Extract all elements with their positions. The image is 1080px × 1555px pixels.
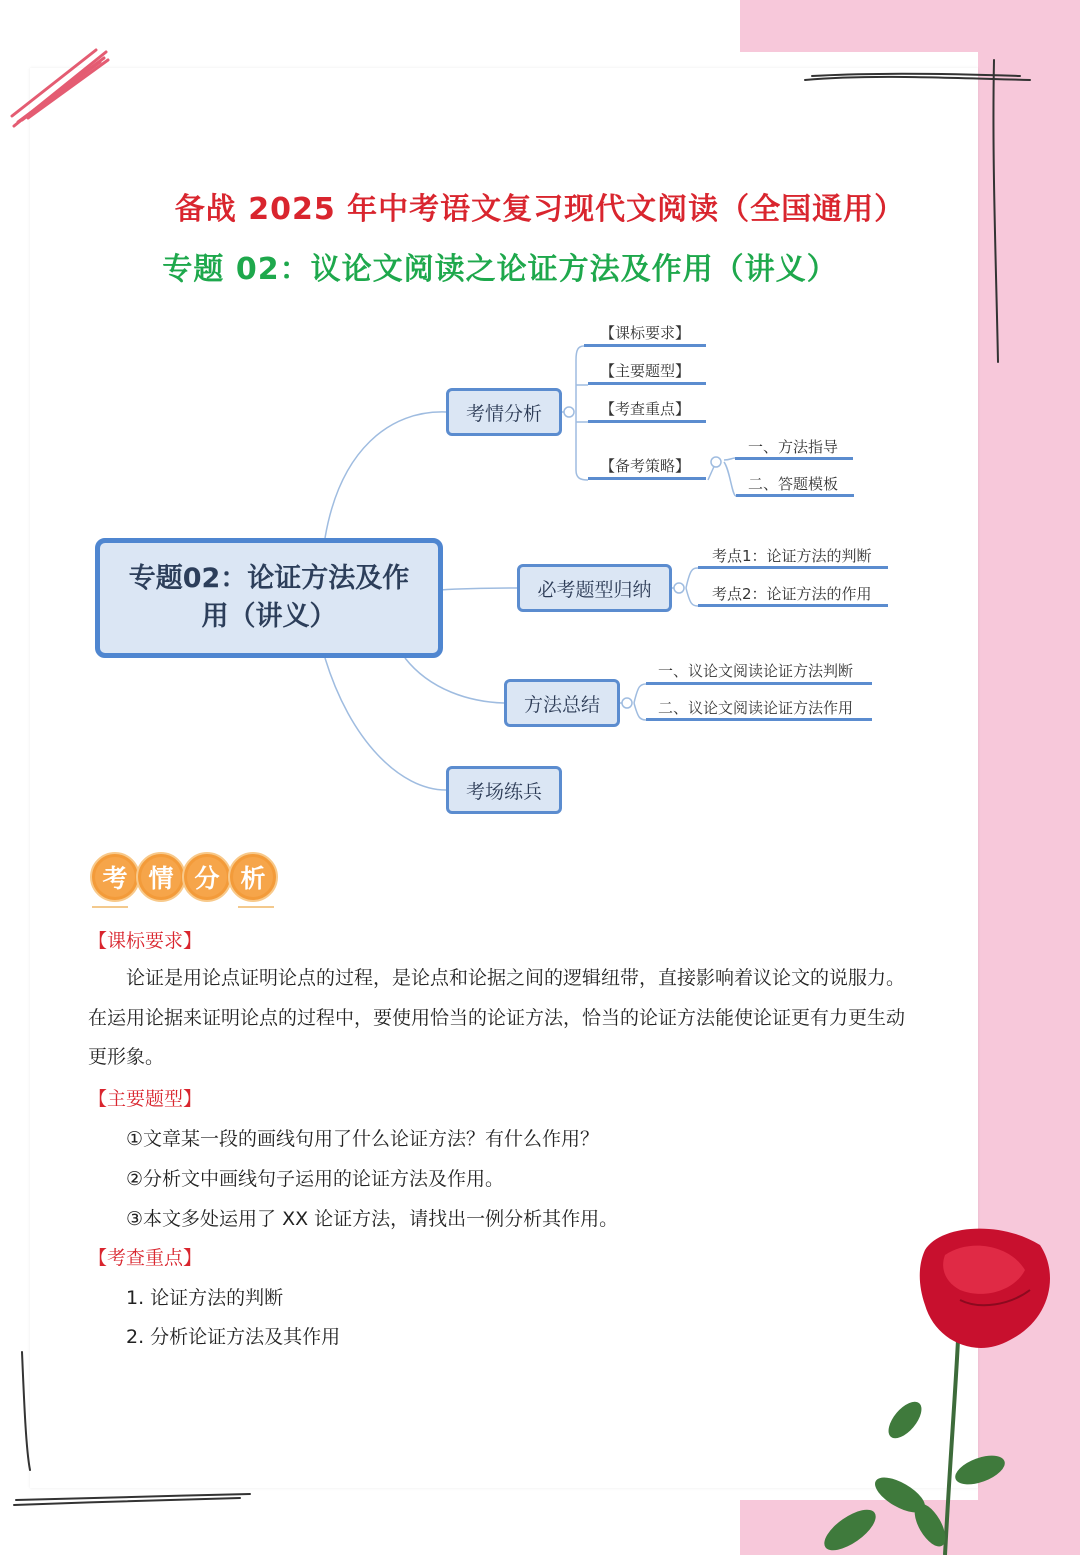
- leaf-underline: [646, 718, 872, 721]
- branch-label: 必考题型归纳: [537, 578, 652, 601]
- branch-label: 方法总结: [523, 693, 600, 716]
- leaf-main-question-types[interactable]: 【主要题型】: [600, 362, 691, 380]
- main-title: 备战 2025 年中考语文复习现代文阅读（全国通用）: [174, 192, 906, 227]
- mindmap-branch-question-types[interactable]: [517, 564, 672, 612]
- leaf-method-guide[interactable]: 一、方法指导: [748, 438, 839, 456]
- mindmap-root-label: 专题02：论证方法及作用（讲义）: [128, 563, 410, 632]
- mindmap-root[interactable]: [95, 538, 443, 658]
- leaf-curriculum-requirement[interactable]: 【课标要求】: [600, 324, 691, 342]
- branch-label: 考情分析: [465, 402, 542, 425]
- badge-char: 分: [182, 852, 232, 902]
- leaf-underline: [588, 382, 706, 385]
- leaf-underline: [646, 682, 872, 685]
- leaf-underline: [588, 477, 706, 480]
- key-point-item: 1. 论证方法的判断: [126, 1287, 284, 1309]
- mindmap-branch-exam-analysis[interactable]: [446, 388, 562, 436]
- leaf-point-2[interactable]: 考点2：论证方法的作用: [712, 585, 872, 603]
- section-heading-curriculum: 【课标要求】: [88, 930, 203, 952]
- question-type-item: ③本文多处运用了 XX 论证方法，请找出一例分析其作用。: [126, 1208, 619, 1230]
- leaf-underline: [584, 344, 706, 347]
- leaf-key-points[interactable]: 【考查重点】: [600, 400, 691, 418]
- leaf-method-judgement[interactable]: 一、议论文阅读论证方法判断: [658, 662, 854, 680]
- leaf-underline: [588, 420, 706, 423]
- badge-char: 情: [136, 852, 186, 902]
- leaf-answer-template[interactable]: 二、答题模板: [748, 475, 839, 493]
- question-type-item: ②分析文中画线句子运用的论证方法及作用。: [126, 1168, 505, 1190]
- badge-char: 考: [90, 852, 140, 902]
- badge-underline: [92, 906, 128, 908]
- leaf-underline: [698, 566, 888, 569]
- curriculum-paragraph: 论证是用论点证明论点的过程，是论点和论据之间的逻辑纽带，直接影响着议论文的说服力。在运用论据来证明论点的过程中，要使用恰当的论证方法，恰当的论证方法能使论证更有力更生动更形象。: [88, 967, 906, 1068]
- branch-label: 考场练兵: [465, 780, 542, 803]
- leaf-point-1[interactable]: 考点1：论证方法的判断: [712, 547, 872, 565]
- leaf-method-function[interactable]: 二、议论文阅读论证方法作用: [658, 699, 854, 717]
- leaf-underline: [736, 494, 854, 497]
- section-heading-question-types: 【主要题型】: [88, 1088, 203, 1110]
- section-heading-key-points: 【考查重点】: [88, 1247, 203, 1269]
- leaf-prep-strategy[interactable]: 【备考策略】: [600, 457, 691, 475]
- key-point-item: 2. 分析论证方法及其作用: [126, 1326, 341, 1348]
- leaf-underline: [698, 604, 888, 607]
- badge-underline: [238, 906, 274, 908]
- leaf-underline: [735, 457, 853, 460]
- sub-title: 专题 02：议论文阅读之论证方法及作用（讲义）: [162, 252, 838, 287]
- mindmap-branch-practice[interactable]: [446, 766, 562, 814]
- question-type-item: ①文章某一段的画线句用了什么论证方法？有什么作用？: [126, 1128, 600, 1150]
- badge-char: 析: [228, 852, 278, 902]
- mindmap-branch-method-summary[interactable]: [504, 679, 620, 727]
